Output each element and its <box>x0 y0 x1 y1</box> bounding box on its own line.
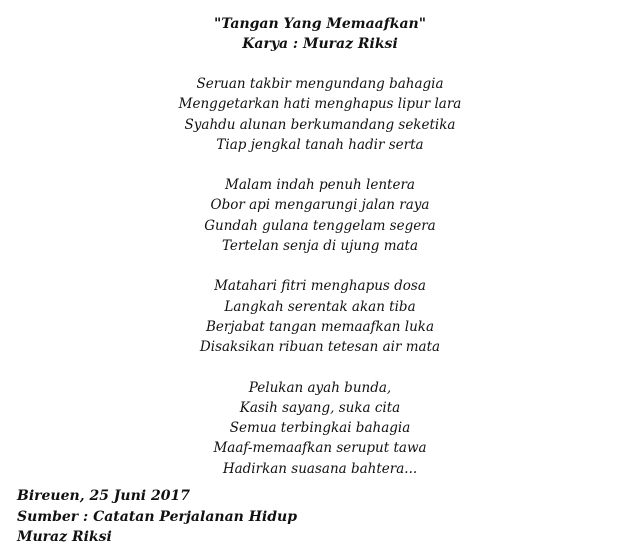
stanza-3 <box>0 276 640 357</box>
poem-line: Malam indah penuh lentera <box>225 177 415 194</box>
poem-line: Maaf-memaafkan seruput tawa <box>213 440 427 457</box>
spacer <box>0 54 640 74</box>
poem-line: Tiap jengkal tanah hadir serta <box>216 136 424 153</box>
poem-line: Kasih sayang, suka cita <box>239 399 401 416</box>
poem-line: Hadirkan suasana bahtera... <box>222 460 418 477</box>
poem-author: Karya : Muraz Riksi <box>242 36 398 52</box>
source-credit: Sumber : Catatan Perjalanan Hidup <box>17 508 297 525</box>
stanza-1 <box>0 74 640 155</box>
author-signature: Muraz Riksi <box>17 529 112 545</box>
place-date: Bireuen, 25 Juni 2017 <box>17 488 190 504</box>
poem-line: Semua terbingkai bahagia <box>229 420 411 437</box>
poem-line: Syahdu alunan berkumandang seketika <box>184 116 456 133</box>
poem-line: Tertelan senja di ujung mata <box>221 238 419 255</box>
poem-line: Gundah gulana tenggelam segera <box>204 217 436 234</box>
poem-line: Langkah serentak akan tiba <box>224 298 416 315</box>
poem-line: Pelukan ayah bunda, <box>248 379 392 396</box>
poem-line: Menggetarkan hati menghapus lipur lara <box>178 96 462 113</box>
poem-line: Berjabat tangan memaafkan luka <box>206 318 434 335</box>
poem-line: Disaksikan ribuan tetesan air mata <box>199 339 441 356</box>
poem <box>0 14 640 479</box>
poem-line: Obor api mengarungi jalan raya <box>210 197 430 214</box>
poem-footer <box>17 486 297 548</box>
poem-line: Seruan takbir mengundang bahagia <box>196 76 444 92</box>
stanza-4 <box>0 378 640 479</box>
poem-title: "Tangan Yang Memaafkan" <box>214 16 426 32</box>
stanza-2 <box>0 175 640 256</box>
poem-line: Matahari fitri menghapus dosa <box>214 278 426 295</box>
